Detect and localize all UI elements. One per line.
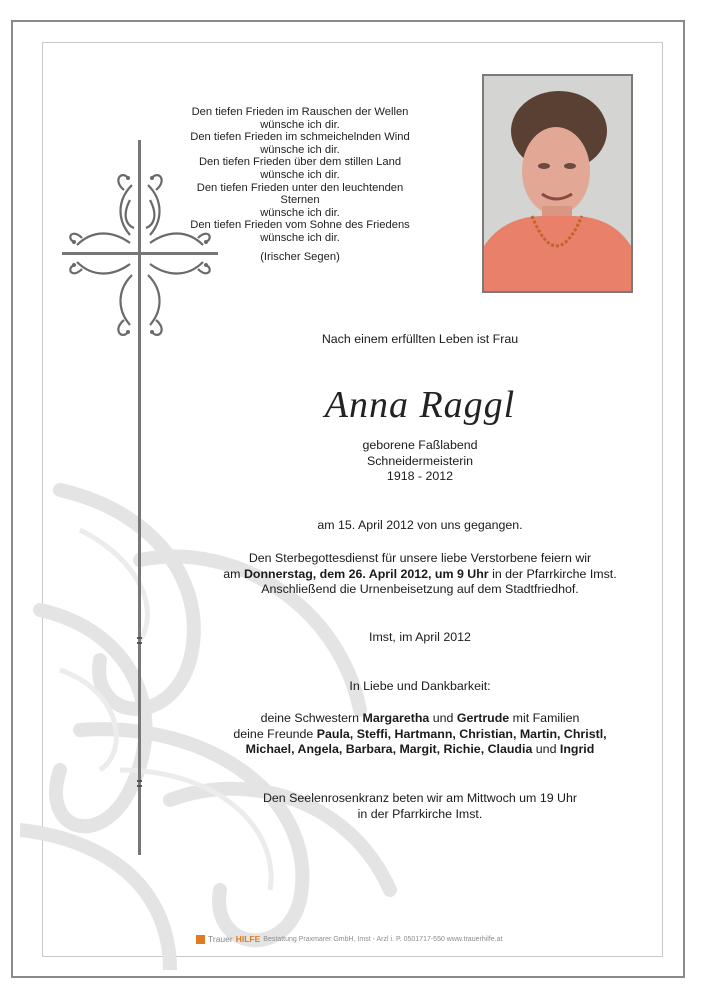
friends-names: Paula, Steffi, Hartmann, Christian, Martin, Christl, [316, 726, 607, 741]
poem-line: wünsche ich dir. [260, 206, 340, 219]
footer [196, 934, 516, 944]
rosary-line-1: Den Seelenrosenkranz beten wir am Mittwoch um 19 Uhr [262, 791, 578, 805]
family-name: Margaretha [362, 711, 430, 725]
service-datetime: Donnerstag, dem 26. April 2012, um 9 Uhr [243, 566, 489, 581]
poem-line: Den tiefen Frieden vom Sohne des Friedens [190, 219, 410, 232]
place-date: Imst, im April 2012 [369, 630, 471, 644]
service-line-1: Den Sterbegottesdienst für unsere liebe Verstorbene feiern wir [248, 551, 592, 565]
poem-line: wünsche ich dir. [260, 118, 340, 131]
poem-line: wünsche ich dir. [260, 168, 340, 181]
footer-text: Bestattung Praxmarer GmbH, Imst - Arzl i. P. 0501717-550 www.trauerhilfe.at [263, 935, 503, 943]
logo-text-b: HILFE [235, 934, 261, 944]
funeral-service [160, 551, 680, 598]
poem-line: wünsche ich dir. [260, 231, 340, 244]
logo-text-a: Trauer [208, 934, 233, 944]
friends-names: Ingrid [559, 742, 595, 756]
deceased-details [160, 438, 680, 485]
family-list [160, 711, 680, 758]
poem [180, 106, 420, 263]
birth-name: geborene Faßlabend [362, 438, 478, 452]
poem-line: wünsche ich dir. [260, 143, 340, 156]
intro-text: Nach einem erfüllten Leben ist Frau [321, 332, 519, 346]
family-name: Gertrude [456, 711, 510, 725]
service-post: in der Pfarrkirche Imst. [488, 566, 617, 581]
rosary-line-2: in der Pfarrkirche Imst. [357, 806, 483, 821]
gratitude-line: In Liebe und Dankbarkeit: [349, 679, 491, 693]
life-years: 1918 - 2012 [386, 469, 454, 483]
poem-line: Den tiefen Frieden unter den leuchtenden Sternen [196, 181, 404, 207]
family-text: und [429, 711, 457, 725]
profession: Schneidermeisterin [366, 453, 474, 468]
trauerhilfe-logo-icon [196, 935, 205, 944]
deceased-name: Anna Raggl [324, 384, 516, 426]
passing-date: am 15. April 2012 von uns gegangen. [317, 518, 523, 532]
portrait-image [484, 76, 631, 291]
service-pre: am [223, 566, 244, 581]
family-text: mit Familien [509, 711, 580, 725]
family-text: und [532, 742, 560, 756]
poem-source: (Irischer Segen) [260, 250, 340, 263]
family-text: deine Freunde [233, 726, 317, 741]
rosary-info [160, 791, 680, 822]
service-line-2 [160, 567, 680, 583]
family-line-3 [160, 742, 680, 758]
family-line-2 [160, 727, 680, 743]
poem-line: Den tiefen Frieden im schmeichelnden Wind [190, 131, 410, 144]
service-line-3: Anschließend die Urnenbeisetzung auf dem Stadtfriedhof. [261, 582, 579, 596]
portrait-photo [482, 74, 633, 293]
poem-line: Den tiefen Frieden über dem stillen Land [198, 156, 402, 169]
friends-names: Michael, Angela, Barbara, Margit, Richie, Claudia [245, 742, 533, 756]
poem-line: Den tiefen Frieden im Rauschen der Wellen [191, 106, 409, 118]
family-line-1 [160, 711, 680, 727]
family-text: deine Schwestern [260, 711, 363, 725]
